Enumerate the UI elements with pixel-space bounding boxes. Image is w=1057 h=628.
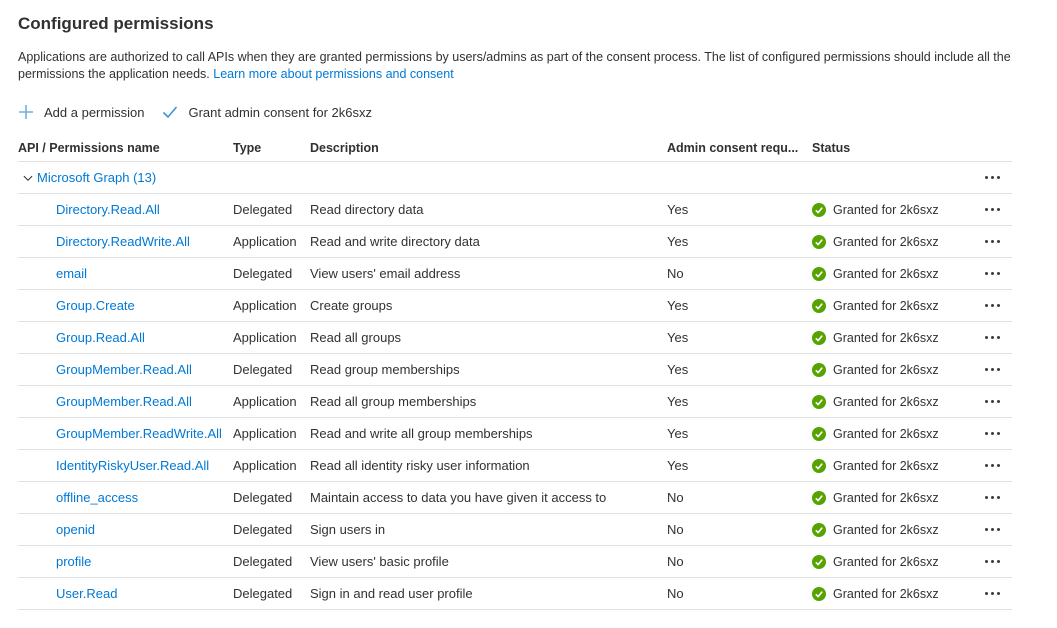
description-text: Applications are authorized to call APIs when they are granted permissions by users/admins as part of the consent process. The list of configured permissions should include all the permissions the application needs. bbox=[18, 50, 1011, 81]
check-circle-icon bbox=[812, 203, 826, 217]
row-more-options-button[interactable] bbox=[983, 396, 1002, 407]
status-badge bbox=[812, 395, 972, 409]
column-header-api-permissions-name: API / Permissions name bbox=[18, 140, 160, 155]
row-more-options-button[interactable] bbox=[983, 300, 1002, 311]
row-more-options-button[interactable] bbox=[983, 524, 1002, 535]
permission-name-link[interactable]: profile bbox=[56, 554, 92, 569]
ellipsis-icon bbox=[985, 496, 988, 499]
table-row bbox=[18, 546, 1012, 578]
permission-description: View users' email address bbox=[310, 266, 461, 281]
permission-description: Read directory data bbox=[310, 202, 424, 217]
row-more-options-button[interactable] bbox=[983, 364, 1002, 375]
status-badge bbox=[812, 459, 972, 473]
permission-type: Application bbox=[233, 330, 297, 345]
status-text: Granted for 2k6sxz bbox=[833, 522, 939, 537]
admin-consent-required-value: Yes bbox=[667, 330, 689, 345]
table-row bbox=[18, 194, 1012, 226]
api-group-link[interactable]: Microsoft Graph (13) bbox=[37, 170, 157, 185]
status-badge bbox=[812, 235, 972, 249]
status-text: Granted for 2k6sxz bbox=[833, 202, 939, 217]
admin-consent-required-value: Yes bbox=[667, 394, 689, 409]
permission-description: Read all identity risky user information bbox=[310, 458, 530, 473]
status-text: Granted for 2k6sxz bbox=[833, 426, 939, 441]
status-text: Granted for 2k6sxz bbox=[833, 234, 939, 249]
permission-description: Maintain access to data you have given it access to bbox=[310, 490, 607, 505]
description bbox=[18, 49, 1012, 83]
status-badge bbox=[812, 587, 972, 601]
permission-type: Application bbox=[233, 426, 297, 441]
learn-more-link[interactable]: Learn more about permissions and consent bbox=[213, 67, 454, 81]
check-circle-icon bbox=[812, 299, 826, 313]
row-more-options-button[interactable] bbox=[983, 428, 1002, 439]
permission-type: Application bbox=[233, 394, 297, 409]
check-circle-icon bbox=[812, 555, 826, 569]
ellipsis-icon bbox=[985, 400, 988, 403]
row-more-options-button[interactable] bbox=[983, 492, 1002, 503]
admin-consent-required-value: Yes bbox=[667, 426, 689, 441]
permission-type: Delegated bbox=[233, 362, 293, 377]
permission-type: Delegated bbox=[233, 266, 293, 281]
permission-type: Delegated bbox=[233, 490, 293, 505]
permission-description: Create groups bbox=[310, 298, 393, 313]
commands-toolbar bbox=[18, 104, 1012, 120]
permission-name-link[interactable]: GroupMember.Read.All bbox=[56, 362, 192, 377]
status-badge bbox=[812, 331, 972, 345]
page-title: Configured permissions bbox=[18, 14, 214, 33]
ellipsis-icon bbox=[985, 304, 988, 307]
permission-name-link[interactable]: User.Read bbox=[56, 586, 118, 601]
column-header-type: Type bbox=[233, 140, 262, 155]
row-more-options-button[interactable] bbox=[983, 268, 1002, 279]
status-text: Granted for 2k6sxz bbox=[833, 362, 939, 377]
chevron-down-icon[interactable] bbox=[22, 172, 34, 184]
status-badge bbox=[812, 523, 972, 537]
permission-description: Read and write directory data bbox=[310, 234, 480, 249]
permission-type: Delegated bbox=[233, 202, 293, 217]
permission-name-link[interactable]: Group.Create bbox=[56, 298, 135, 313]
status-text: Granted for 2k6sxz bbox=[833, 394, 939, 409]
permission-name-link[interactable]: email bbox=[56, 266, 88, 281]
ellipsis-icon bbox=[985, 272, 988, 275]
status-text: Granted for 2k6sxz bbox=[833, 266, 939, 281]
status-badge bbox=[812, 203, 972, 217]
permission-name-link[interactable]: IdentityRiskyUser.Read.All bbox=[56, 458, 210, 473]
check-circle-icon bbox=[812, 267, 826, 281]
check-circle-icon bbox=[812, 363, 826, 377]
ellipsis-icon bbox=[985, 432, 988, 435]
admin-consent-required-value: No bbox=[667, 490, 684, 505]
column-header-description: Description bbox=[310, 140, 379, 155]
permission-description: Sign in and read user profile bbox=[310, 586, 473, 601]
table-row bbox=[18, 290, 1012, 322]
status-badge bbox=[812, 267, 972, 281]
status-badge bbox=[812, 555, 972, 569]
column-header-admin-consent-required: Admin consent requ... bbox=[667, 140, 799, 155]
grant-admin-consent-label: Grant admin consent for 2k6sxz bbox=[188, 104, 372, 120]
check-circle-icon bbox=[812, 235, 826, 249]
permission-description: View users' basic profile bbox=[310, 554, 449, 569]
permission-name-link[interactable]: Directory.Read.All bbox=[56, 202, 160, 217]
group-more-options-button[interactable] bbox=[983, 172, 1002, 183]
ellipsis-icon bbox=[985, 592, 988, 595]
table-header-row bbox=[18, 134, 1012, 162]
table-row bbox=[18, 578, 1012, 610]
permission-name-link[interactable]: Group.Read.All bbox=[56, 330, 145, 345]
admin-consent-required-value: No bbox=[667, 266, 684, 281]
ellipsis-icon bbox=[985, 368, 988, 371]
ellipsis-icon bbox=[985, 208, 988, 211]
admin-consent-required-value: Yes bbox=[667, 458, 689, 473]
row-more-options-button[interactable] bbox=[983, 588, 1002, 599]
permission-name-link[interactable]: offline_access bbox=[56, 490, 139, 505]
row-more-options-button[interactable] bbox=[983, 236, 1002, 247]
admin-consent-required-value: Yes bbox=[667, 202, 689, 217]
check-circle-icon bbox=[812, 523, 826, 537]
table-row bbox=[18, 258, 1012, 290]
status-text: Granted for 2k6sxz bbox=[833, 554, 939, 569]
status-badge bbox=[812, 427, 972, 441]
permission-name-link[interactable]: GroupMember.ReadWrite.All bbox=[56, 426, 222, 441]
permission-type: Delegated bbox=[233, 554, 293, 569]
permission-type: Application bbox=[233, 458, 297, 473]
admin-consent-required-value: Yes bbox=[667, 362, 689, 377]
status-badge bbox=[812, 491, 972, 505]
row-more-options-button[interactable] bbox=[983, 332, 1002, 343]
admin-consent-required-value: No bbox=[667, 586, 684, 601]
check-circle-icon bbox=[812, 395, 826, 409]
permission-description: Read all groups bbox=[310, 330, 402, 345]
permission-type: Application bbox=[233, 234, 297, 249]
permission-description: Read all group memberships bbox=[310, 394, 477, 409]
plus-icon bbox=[18, 104, 34, 120]
admin-consent-required-value: No bbox=[667, 554, 684, 569]
add-permission-button[interactable] bbox=[18, 104, 144, 120]
permission-name-link[interactable]: GroupMember.Read.All bbox=[56, 394, 192, 409]
table-row bbox=[18, 514, 1012, 546]
table-row bbox=[18, 226, 1012, 258]
status-text: Granted for 2k6sxz bbox=[833, 586, 939, 601]
permission-description: Read and write all group memberships bbox=[310, 426, 533, 441]
row-more-options-button[interactable] bbox=[983, 204, 1002, 215]
table-row bbox=[18, 354, 1012, 386]
table-row bbox=[18, 450, 1012, 482]
table-row bbox=[18, 482, 1012, 514]
grant-admin-consent-button[interactable] bbox=[162, 104, 372, 120]
table-body bbox=[18, 194, 1012, 610]
status-text: Granted for 2k6sxz bbox=[833, 490, 939, 505]
table-row bbox=[18, 322, 1012, 354]
permission-name-link[interactable]: openid bbox=[56, 522, 96, 537]
status-badge bbox=[812, 363, 972, 377]
ellipsis-icon bbox=[985, 240, 988, 243]
status-text: Granted for 2k6sxz bbox=[833, 330, 939, 345]
permission-type: Application bbox=[233, 298, 297, 313]
permission-type: Delegated bbox=[233, 522, 293, 537]
table-row bbox=[18, 386, 1012, 418]
column-header-status: Status bbox=[812, 140, 851, 155]
admin-consent-required-value: No bbox=[667, 522, 684, 537]
ellipsis-icon bbox=[985, 336, 988, 339]
check-icon bbox=[162, 104, 178, 120]
check-circle-icon bbox=[812, 587, 826, 601]
ellipsis-icon bbox=[985, 560, 988, 563]
ellipsis-icon bbox=[985, 528, 988, 531]
check-circle-icon bbox=[812, 331, 826, 345]
check-circle-icon bbox=[812, 491, 826, 505]
table-row bbox=[18, 418, 1012, 450]
status-badge bbox=[812, 299, 972, 313]
ellipsis-icon bbox=[985, 464, 988, 467]
permission-name-link[interactable]: Directory.ReadWrite.All bbox=[56, 234, 190, 249]
api-group-row-microsoft-graph bbox=[18, 162, 1012, 194]
admin-consent-required-value: Yes bbox=[667, 298, 689, 313]
ellipsis-icon bbox=[985, 176, 988, 179]
status-text: Granted for 2k6sxz bbox=[833, 458, 939, 473]
permission-description: Sign users in bbox=[310, 522, 386, 537]
check-circle-icon bbox=[812, 427, 826, 441]
row-more-options-button[interactable] bbox=[983, 556, 1002, 567]
permissions-table bbox=[18, 134, 1012, 610]
status-text: Granted for 2k6sxz bbox=[833, 298, 939, 313]
permission-type: Delegated bbox=[233, 586, 293, 601]
add-permission-label: Add a permission bbox=[44, 104, 145, 120]
admin-consent-required-value: Yes bbox=[667, 234, 689, 249]
check-circle-icon bbox=[812, 459, 826, 473]
permission-description: Read group memberships bbox=[310, 362, 460, 377]
row-more-options-button[interactable] bbox=[983, 460, 1002, 471]
